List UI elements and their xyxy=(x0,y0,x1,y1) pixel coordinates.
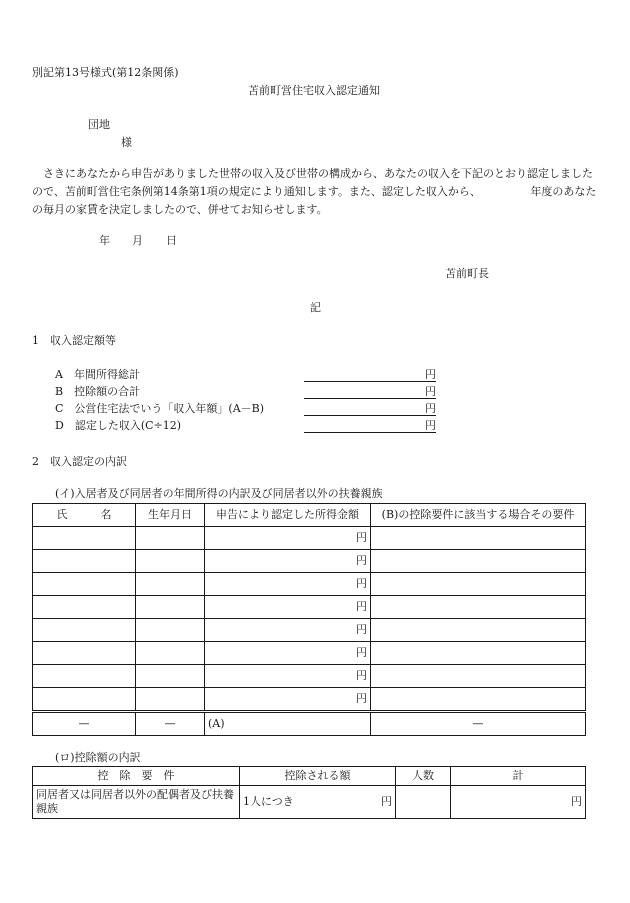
item-a-unit: 円 xyxy=(425,368,436,381)
summary-name-dash: — xyxy=(33,712,136,736)
name-cell[interactable] xyxy=(33,688,136,712)
item-d-label: D 認定した収入(C÷12) xyxy=(55,419,182,432)
item-d-unit: 円 xyxy=(425,419,436,432)
amount-cell[interactable]: 円 xyxy=(205,573,371,596)
deduction-requirement-cell: 同居者又は同居者以外の配偶者及び扶養親族 xyxy=(33,786,240,819)
item-c-label: C 公営住宅法でいう「収入年額」(A－B) xyxy=(55,402,265,415)
table1-caption: (イ)入居者及び同居者の年間所得の内訳及び同居者以外の扶養親族 xyxy=(55,487,383,500)
header-deduction-requirement: 控 除 要 件 xyxy=(33,767,240,786)
table1-header-row xyxy=(33,504,586,527)
table-row xyxy=(33,550,586,573)
amount-cell[interactable]: 円 xyxy=(205,619,371,642)
person-count-cell[interactable] xyxy=(396,786,451,819)
birthdate-cell[interactable] xyxy=(136,573,205,596)
birthdate-cell[interactable] xyxy=(136,527,205,550)
name-cell[interactable] xyxy=(33,642,136,665)
birthdate-cell[interactable] xyxy=(136,642,205,665)
table2-caption: (ロ)控除額の内訳 xyxy=(55,751,141,764)
deduction-breakdown-table xyxy=(32,766,586,819)
item-b-value xyxy=(304,385,436,399)
name-cell[interactable] xyxy=(33,527,136,550)
requirement-cell[interactable] xyxy=(371,665,586,688)
total-cell[interactable]: 円 xyxy=(451,786,586,819)
body-paragraph: さきにあなたから申告がありました世帯の収入及び世帯の構成から、あなたの収入を下記のとおり認定しましたので、苫前町営住宅条例第14条第1項の規定により通知します。また、認定した収入から、 年度のあなたの毎月の家賃を決定しましたので、併せてお知らせします。 xyxy=(32,167,597,216)
income-breakdown-table xyxy=(32,503,586,736)
birthdate-cell[interactable] xyxy=(136,619,205,642)
item-d-value xyxy=(304,419,436,433)
deduction-amount-cell[interactable] xyxy=(240,786,396,819)
summary-birth-dash: — xyxy=(136,712,205,736)
requirement-cell[interactable] xyxy=(371,688,586,712)
date-day: 日 xyxy=(166,234,177,247)
name-cell[interactable] xyxy=(33,596,136,619)
table-row xyxy=(33,596,586,619)
requirement-cell[interactable] xyxy=(371,550,586,573)
birthdate-cell[interactable] xyxy=(136,550,205,573)
item-b-label: B 控除額の合計 xyxy=(55,385,141,398)
document-title: 苫前町営住宅収入認定通知 xyxy=(248,84,380,97)
header-birthdate: 生年月日 xyxy=(136,504,205,527)
birthdate-cell[interactable] xyxy=(136,596,205,619)
birthdate-cell[interactable] xyxy=(136,665,205,688)
header-deduction-requirement: (B)の控除要件に該当する場合その要件 xyxy=(371,504,586,527)
item-a-label: A 年間所得総計 xyxy=(55,368,140,381)
table-row xyxy=(33,619,586,642)
date-month: 月 xyxy=(132,234,143,247)
requirement-cell[interactable] xyxy=(371,573,586,596)
amount-cell[interactable]: 円 xyxy=(205,527,371,550)
amount-cell[interactable]: 円 xyxy=(205,665,371,688)
name-cell[interactable] xyxy=(33,619,136,642)
table-row xyxy=(33,665,586,688)
header-total: 計 xyxy=(451,767,586,786)
requirement-cell[interactable] xyxy=(371,619,586,642)
per-person-label: 1人につき xyxy=(243,795,294,809)
section2-heading: 2 収入認定の内訳 xyxy=(32,455,127,468)
table-row xyxy=(33,527,586,550)
table-row xyxy=(33,786,586,819)
name-cell[interactable] xyxy=(33,573,136,596)
header-person-count: 人数 xyxy=(396,767,451,786)
table-row xyxy=(33,642,586,665)
item-b-unit: 円 xyxy=(425,385,436,398)
item-c-unit: 円 xyxy=(425,402,436,415)
ki-marker: 記 xyxy=(310,301,321,314)
requirement-cell[interactable] xyxy=(371,596,586,619)
amount-cell[interactable]: 円 xyxy=(205,642,371,665)
table2-header-row xyxy=(33,767,586,786)
date-year: 年 xyxy=(99,234,110,247)
addressee-danchi: 団地 xyxy=(88,118,110,131)
amount-unit: 円 xyxy=(381,795,392,809)
amount-cell[interactable]: 円 xyxy=(205,596,371,619)
requirement-cell[interactable] xyxy=(371,527,586,550)
item-a-value xyxy=(304,368,436,382)
amount-cell[interactable]: 円 xyxy=(205,550,371,573)
item-c-value xyxy=(304,402,436,416)
table-row xyxy=(33,688,586,712)
addressee-sama: 様 xyxy=(121,136,132,149)
table-row xyxy=(33,573,586,596)
table1-summary-row xyxy=(33,712,586,736)
header-name: 氏 名 xyxy=(33,504,136,527)
name-cell[interactable] xyxy=(33,550,136,573)
header-deduction-amount: 控除される額 xyxy=(240,767,396,786)
issuer-name: 苫前町長 xyxy=(445,267,489,280)
header-income-amount: 申告により認定した所得金額 xyxy=(205,504,371,527)
requirement-cell[interactable] xyxy=(371,642,586,665)
summary-requirement-dash: — xyxy=(371,712,586,736)
birthdate-cell[interactable] xyxy=(136,688,205,712)
name-cell[interactable] xyxy=(33,665,136,688)
section1-heading: 1 収入認定額等 xyxy=(32,334,116,347)
form-label: 別記第13号様式(第12条関係) xyxy=(32,66,179,79)
amount-cell[interactable]: 円 xyxy=(205,688,371,712)
summary-amount-total[interactable]: (A) xyxy=(205,712,371,736)
